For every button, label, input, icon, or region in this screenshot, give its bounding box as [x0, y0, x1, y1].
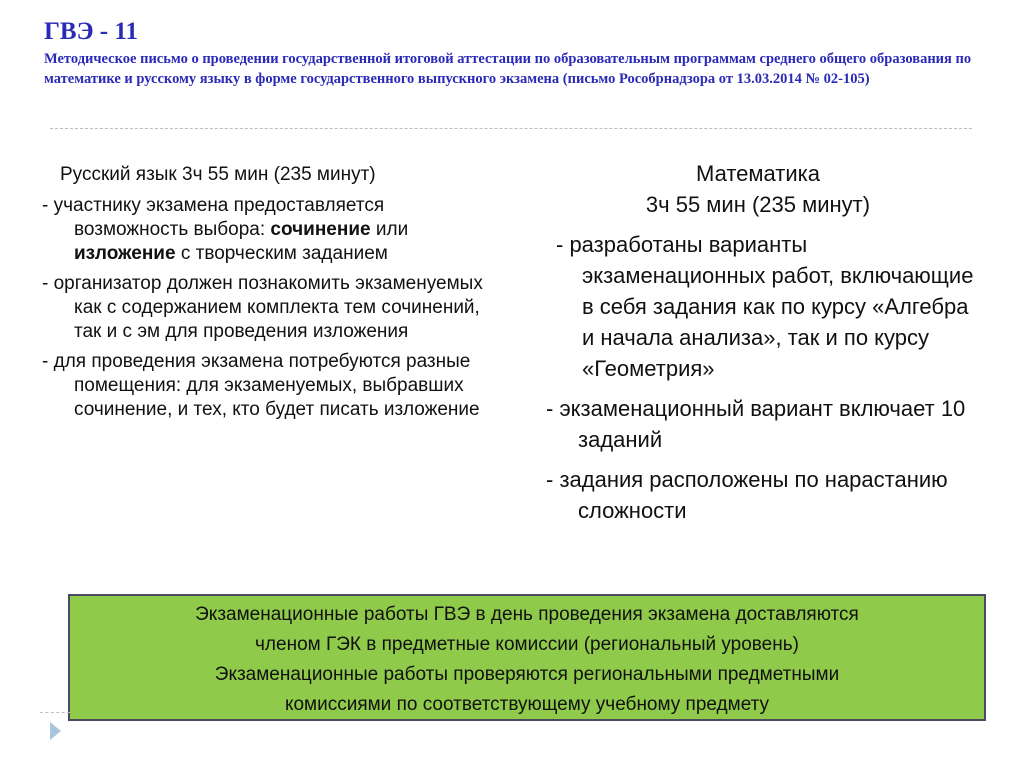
math-bullet-variants: - разработаны варианты экзаменационных работ, включающие в себя задания как по курсу «Алгебра и начала анализа», так и по курсу «Геометрия» [556, 232, 974, 381]
math-bullet-tasks: - экзаменационный вариант включает 10 заданий [546, 396, 966, 452]
exam-note-line-2: членом ГЭК в предметные комиссии (региональный уровень) [255, 634, 799, 655]
math-heading-subject: Математика [696, 161, 820, 186]
russian-heading: Русский язык 3ч 55 мин (235 минут) [60, 164, 376, 185]
math-heading [538, 158, 978, 220]
russian-bullet-choice [42, 194, 492, 266]
russian-bullet-choice-essay: сочинение [270, 219, 371, 240]
russian-bullet-choice-text-d: с творческим заданием [175, 243, 388, 264]
bottom-divider [40, 712, 70, 713]
top-divider [50, 128, 972, 129]
russian-bullet-choice-text-a: - участнику экзамена предоставляется возможность выбора: [42, 195, 385, 240]
russian-bullet-rooms: - для проведения экзамена потребуются разные помещения: для экзаменуемых, выбравших сочинение, и тех, кто будет писать изложение [42, 351, 480, 420]
exam-note-line-1: Экзаменационные работы ГВЭ в день проведения экзамена доставляются [195, 604, 859, 625]
russian-bullet-choice-summary: изложение [74, 243, 176, 264]
math-heading-duration: 3ч 55 мин (235 минут) [645, 192, 871, 217]
title-main: ГВЭ - 11 [44, 18, 138, 45]
exam-note-line-4: комиссиями по соответствующему учебному предмету [284, 694, 770, 715]
math-column [546, 158, 986, 535]
russian-bullet-organizer: - организатор должен познакомить экзаменуемых как с содержанием комплекта тем сочинений, так и с эм для проведения изложения [42, 273, 483, 342]
exam-note-box [68, 594, 986, 721]
title-subtitle: Методическое письмо о проведении государственной итоговой аттестации по образовательным программам среднего общего образования по математике и русскому языку в форме государственного выпускного экзамена (письмо Рособрнадзора от 13.03.2014 № 02-105) [44, 51, 972, 87]
slide-title [44, 16, 984, 89]
exam-note-line-3: Экзаменационные работы проверяются региональными предметными [214, 664, 840, 685]
triangle-right-icon[interactable] [50, 722, 61, 740]
russian-column [42, 162, 492, 428]
russian-bullet-choice-text-c: или [370, 219, 409, 240]
math-bullet-difficulty: - задания расположены по нарастанию сложности [546, 467, 948, 523]
